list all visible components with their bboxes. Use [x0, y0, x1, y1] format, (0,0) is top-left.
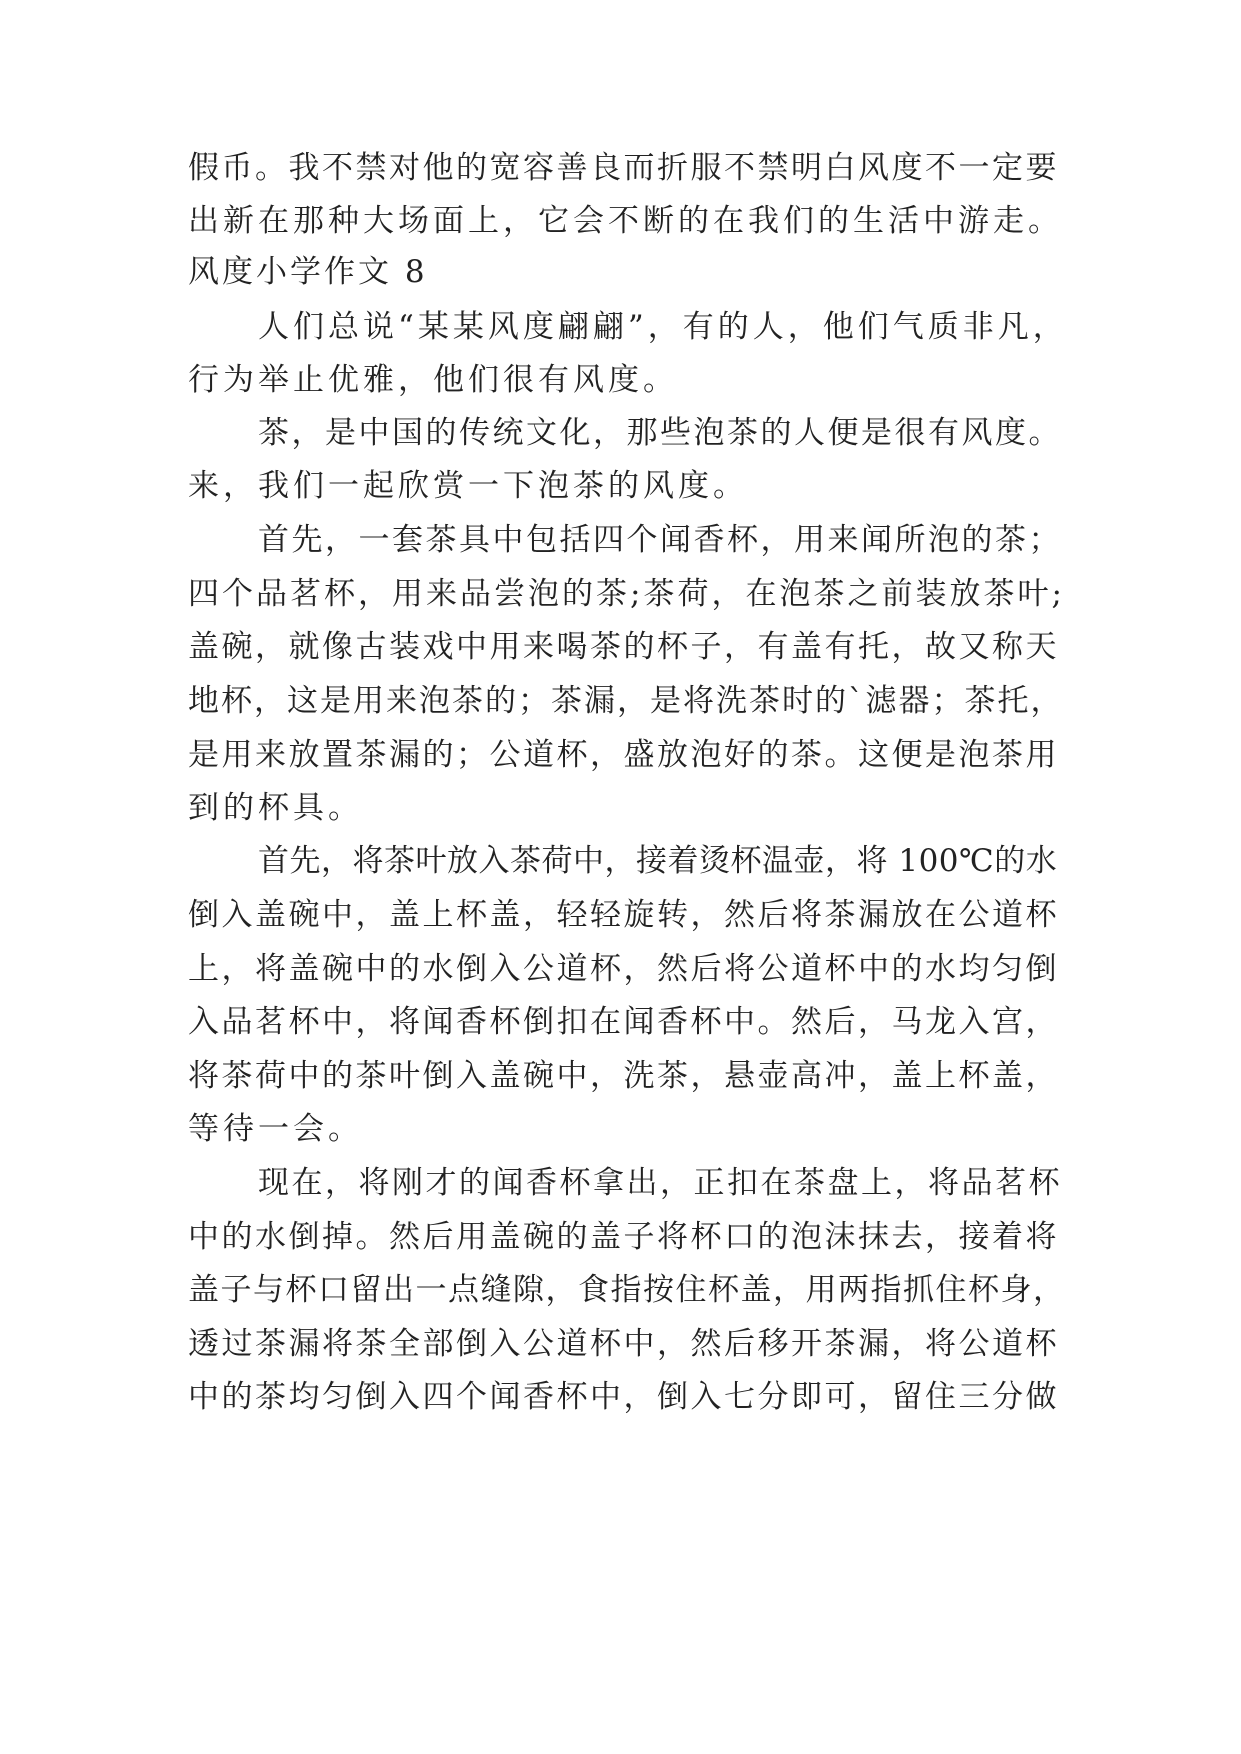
- text-line: 首先，将茶叶放入茶荷中，接着烫杯温壶，将 100℃的水: [258, 843, 1058, 879]
- text-line: 是用来放置茶漏的；公道杯，盛放泡好的茶。这便是泡茶用: [188, 737, 1059, 773]
- text-line: 来，我们一起欣赏一下泡茶的风度。: [188, 468, 748, 504]
- text-line: 到的杯具。: [188, 790, 363, 826]
- text-line: 盖子与杯口留出一点缝隙，食指按住杯盖，用两指抓住杯身，: [188, 1272, 1066, 1308]
- text-line: 上，将盖碗中的水倒入公道杯，然后将公道杯中的水均匀倒: [188, 951, 1059, 987]
- text-line: 首先，一套茶具中包括四个闻香杯，用来闻所泡的茶；: [258, 522, 1062, 558]
- text-line: 中的水倒掉。然后用盖碗的盖子将杯口的泡沫抹去，接着将: [188, 1219, 1059, 1255]
- text-line: 现在，将刚才的闻香杯拿出，正扣在茶盘上，将品茗杯: [258, 1165, 1062, 1201]
- text-line: 四个品茗杯，用来品尝泡的茶;茶荷，在泡茶之前装放茶叶;: [188, 576, 1065, 612]
- text-line: 地杯，这是用来泡茶的；茶漏，是将洗茶时的`滤器；茶托，: [188, 683, 1064, 719]
- text-line: 人们总说“某某风度翩翩”，有的人，他们气质非凡，: [258, 309, 1068, 345]
- text-line: 中的茶均匀倒入四个闻香杯中，倒入七分即可，留住三分做: [188, 1379, 1059, 1415]
- text-line: 透过茶漏将茶全部倒入公道杯中，然后移开茶漏，将公道杯: [188, 1326, 1059, 1362]
- text-line: 茶，是中国的传统文化，那些泡茶的人便是很有风度。: [258, 415, 1062, 451]
- text-line: 入品茗杯中，将闻香杯倒扣在闻香杯中。然后，马龙入宫，: [188, 1004, 1059, 1040]
- text-line: 倒入盖碗中，盖上杯盖，轻轻旋转，然后将茶漏放在公道杯: [188, 897, 1059, 933]
- text-line: 等待一会。: [188, 1111, 363, 1147]
- section-heading: 风度小学作文 8: [188, 254, 428, 290]
- text-line: 行为举止优雅，他们很有风度。: [188, 362, 678, 398]
- text-line: 假币。我不禁对他的宽容善良而折服不禁明白风度不一定要: [188, 150, 1059, 186]
- text-line: 出新在那种大场面上，它会不断的在我们的生活中游走。: [188, 203, 1063, 239]
- text-line: 盖碗，就像古装戏中用来喝茶的杯子，有盖有托，故又称天: [188, 629, 1059, 665]
- text-line: 将茶荷中的茶叶倒入盖碗中，洗茶，悬壶高冲，盖上杯盖，: [188, 1058, 1059, 1094]
